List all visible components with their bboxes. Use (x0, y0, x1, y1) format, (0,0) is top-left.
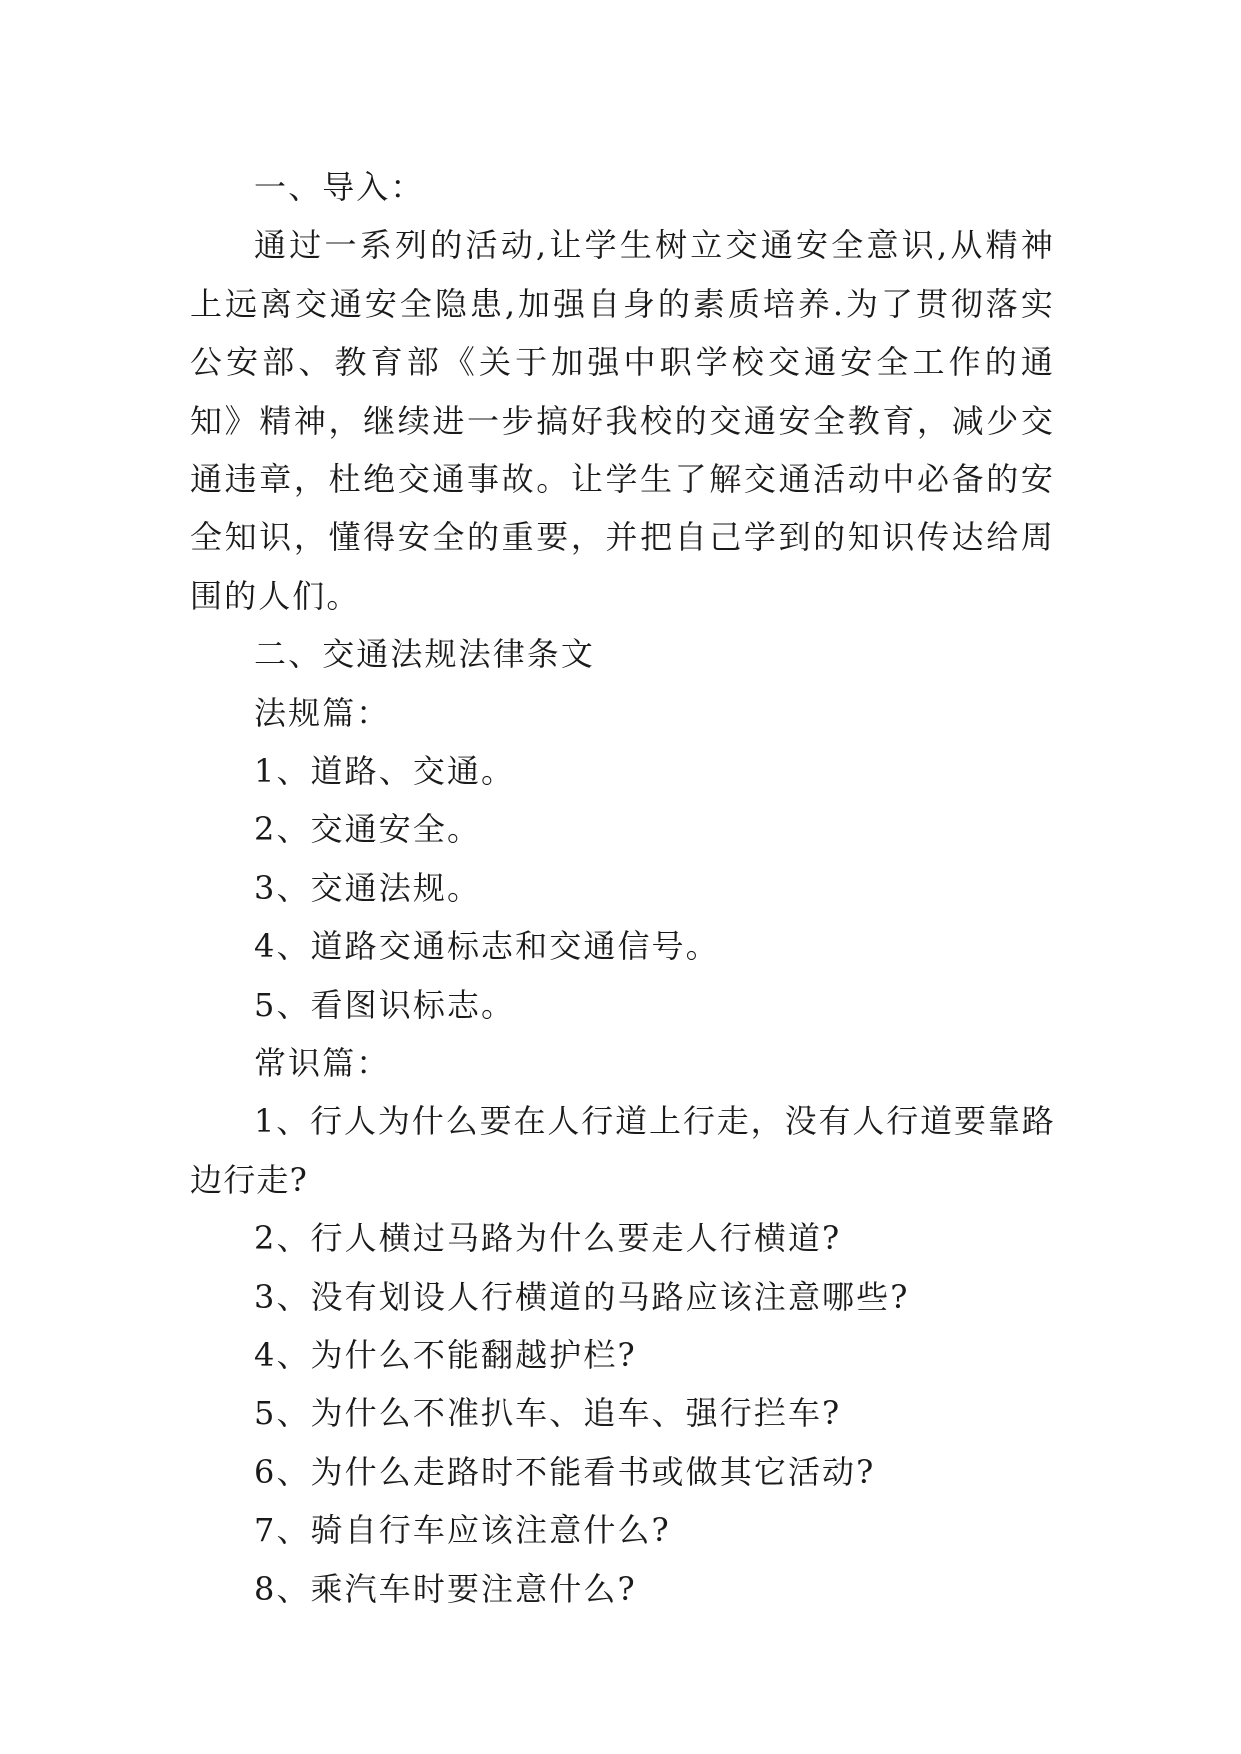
common-sense-item: 6、为什么走路时不能看书或做其它活动? (254, 1452, 876, 1491)
regulation-item: 3、交通法规。 (254, 868, 482, 907)
regulation-item: 4、道路交通标志和交通信号。 (254, 927, 720, 966)
common-sense-item: 1、行人为什么要在人行道上行走，没有人行道要靠路边行走? (190, 1102, 1055, 1199)
regulation-item: 5、看图识标志。 (254, 985, 516, 1024)
common-sense-item: 5、为什么不准扒车、追车、强行拦车? (254, 1394, 842, 1433)
document-body (190, 158, 1055, 1618)
common-sense-item: 8、乘汽车时要注意什么? (254, 1569, 637, 1608)
common-sense-item: 3、没有划设人行横道的马路应该注意哪些? (254, 1277, 910, 1316)
section-heading-laws: 二、交通法规法律条文 (254, 635, 596, 674)
common-sense-item: 4、为什么不能翻越护栏? (254, 1335, 637, 1374)
intro-paragraph: 通过一系列的活动,让学生树立交通安全意识,从精神上远离交通安全隐患,加强自身的素质培养.为了贯彻落实公安部、教育部《关于加强中职学校交通安全工作的通知》精神，继续进一步搞好我校的交通安全教育，减少交通违章，杜绝交通事故。让学生了解交通活动中必备的安全知识，懂得安全的重要，并把自己学到的知识传达给周围的人们。 (190, 226, 1055, 615)
regulations-title: 法规篇： (254, 693, 391, 732)
common-sense-item: 2、行人横过马路为什么要走人行横道? (254, 1219, 842, 1258)
section-heading-intro: 一、导入： (254, 168, 425, 206)
common-sense-item: 7、骑自行车应该注意什么? (254, 1511, 671, 1550)
regulation-item: 1、道路、交通。 (254, 752, 516, 791)
regulation-item: 2、交通安全。 (254, 810, 482, 849)
common-sense-title: 常识篇： (254, 1043, 391, 1082)
